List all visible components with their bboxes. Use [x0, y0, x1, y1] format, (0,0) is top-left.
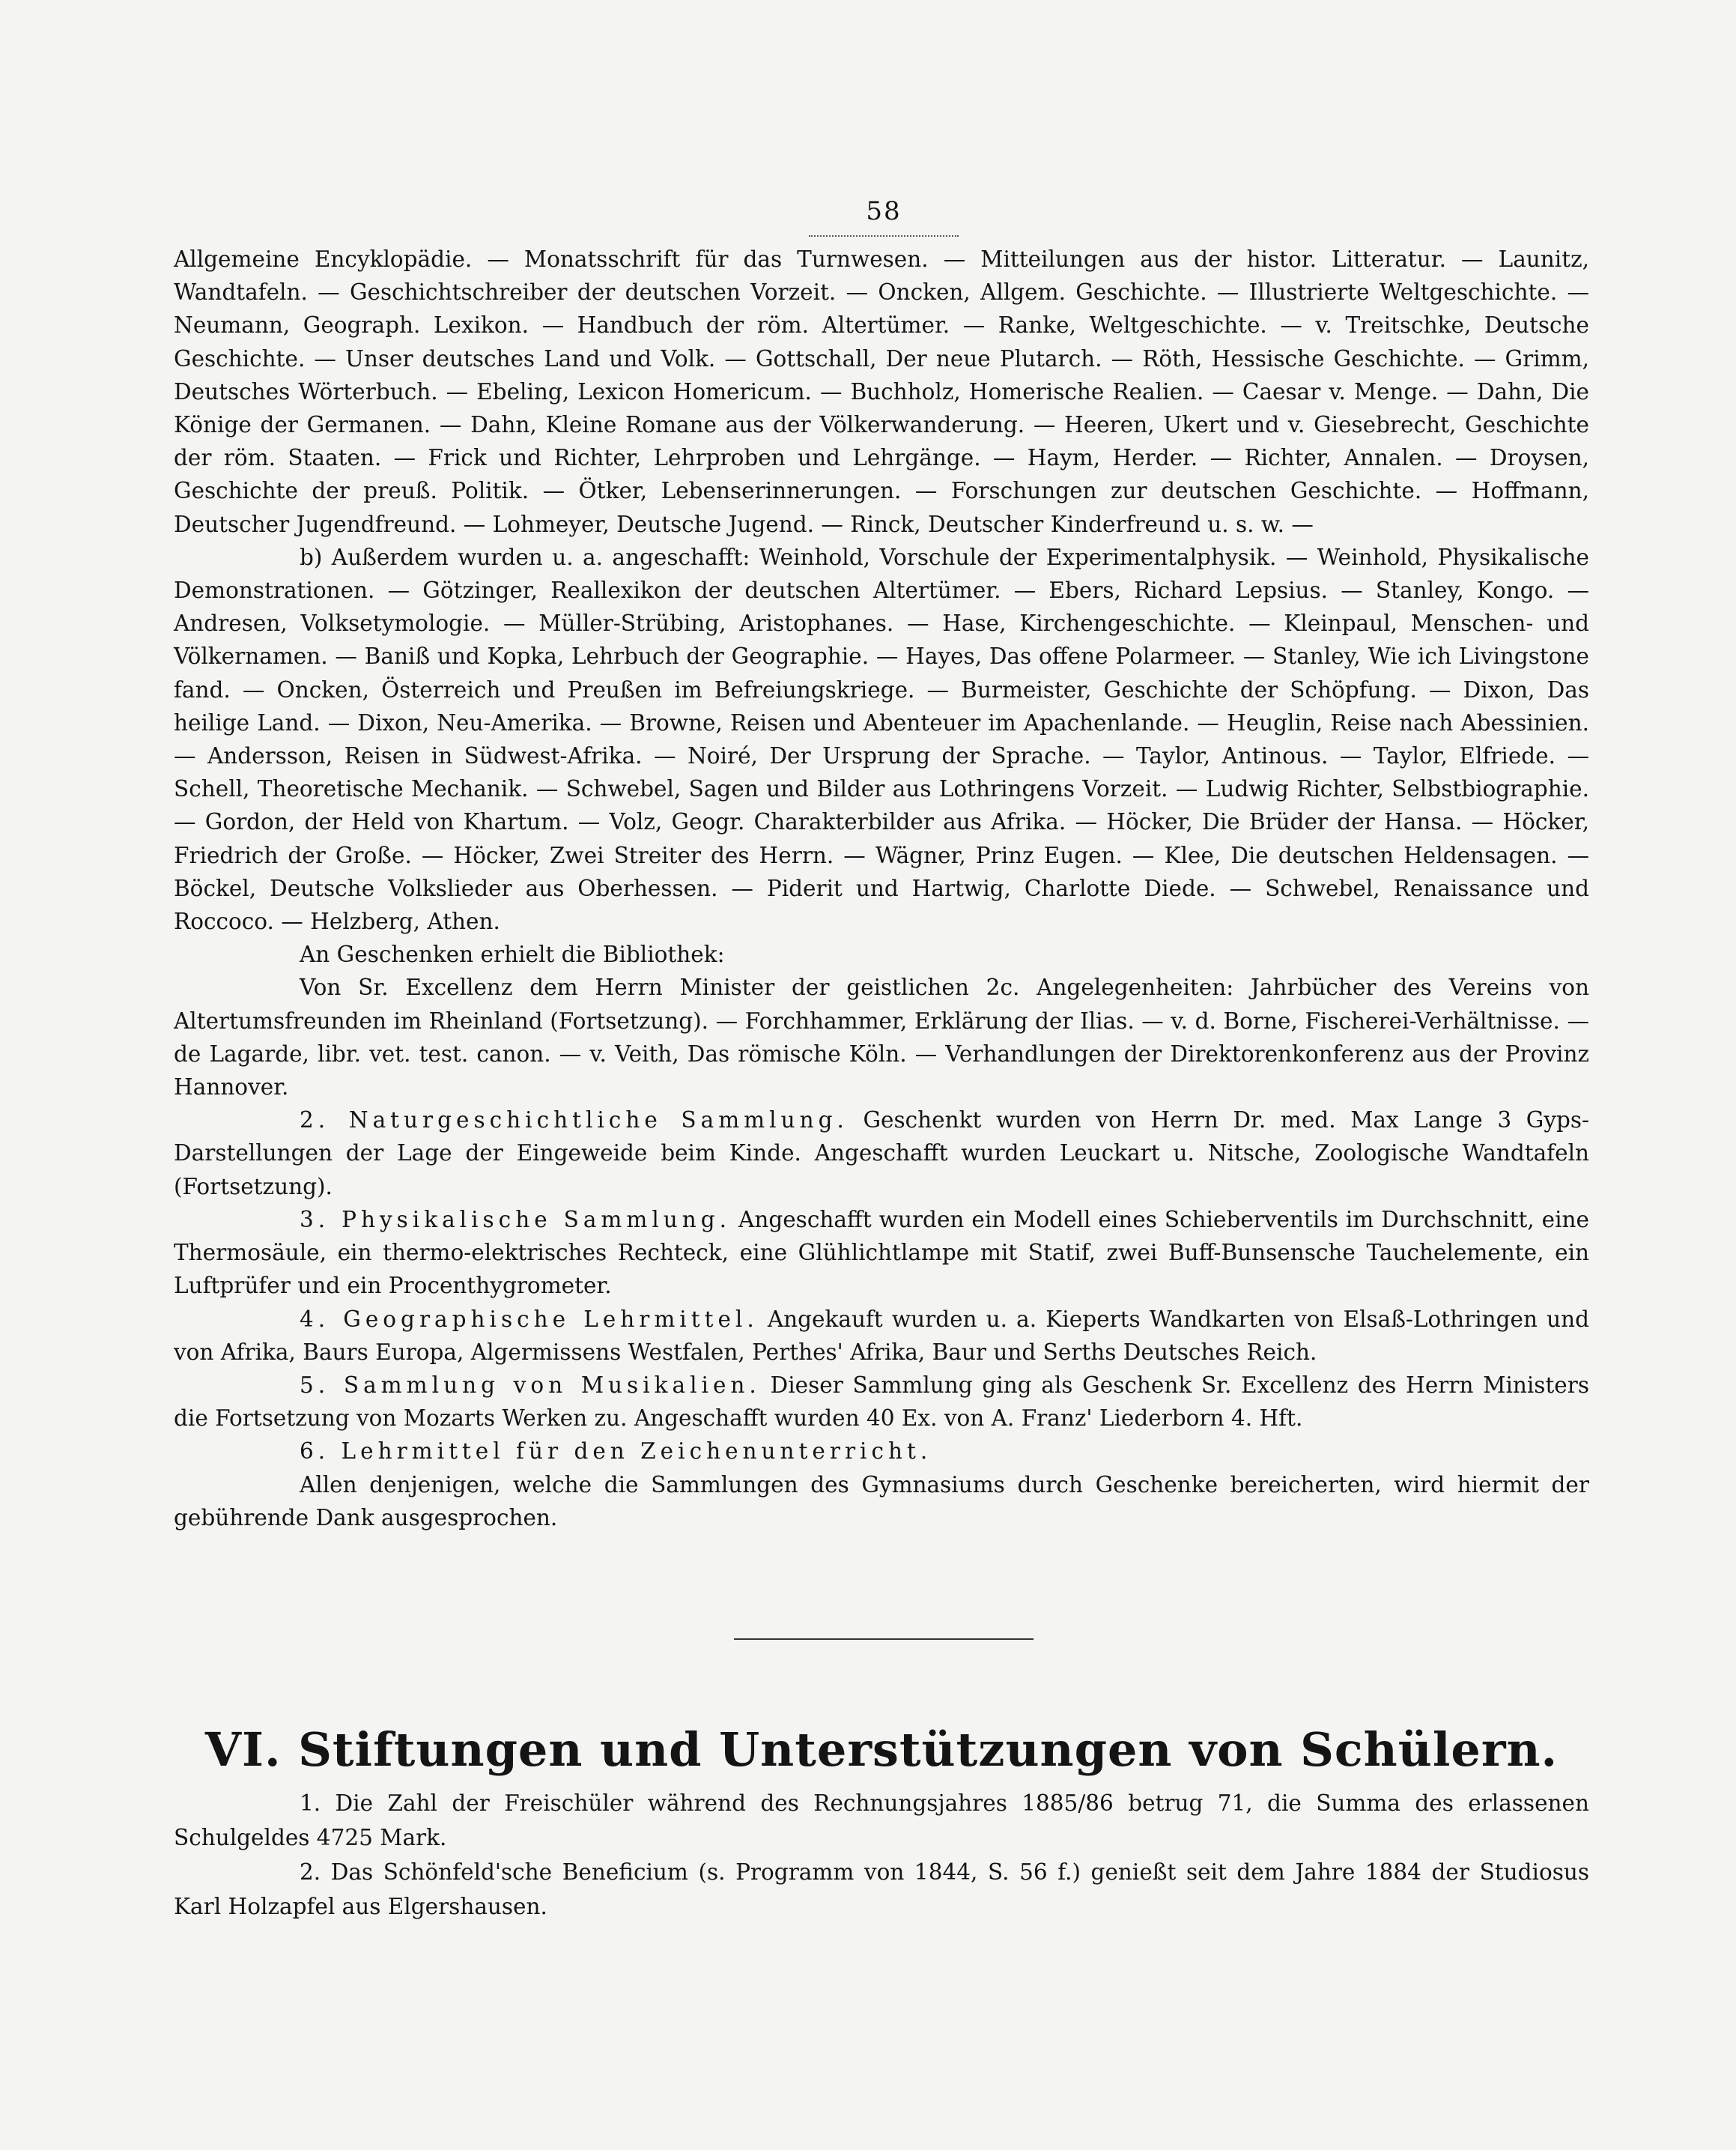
gifts-intro: An Geschenken erhielt die Bibliothek:: [300, 942, 725, 968]
stiftung-item: 1. Die Zahl der Freischüler während des Rechnungsjahres 1885/86 betrug 71, die Summa des erlassenen Schulgeldes 4725 Mark.: [174, 1790, 1589, 1850]
stiftung-item: 2. Das Schönfeld'sche Beneficium (s. Programm von 1844, S. 56 f.) genießt seit dem Jahre 1884 der Studiosus Karl Holzapfel aus Elgershausen.: [174, 1859, 1589, 1919]
collection-title: 3. Physikalische Sammlung.: [300, 1206, 732, 1232]
collection-text: Geschenkt wurden von Herrn Dr. med. Max Lange 3 Gyps-Darstellungen der Lage der Eingeweide beim Kinde. Angeschafft wurden Leuckart u. Nitsche, Zoologische Wandtafeln (Fortsetzung).: [174, 1107, 1590, 1199]
collection-drawing: [174, 1435, 1589, 1468]
collection-title: 2. Naturgeschichtliche Sammlung.: [300, 1107, 849, 1133]
collection-geography: [174, 1303, 1589, 1369]
stiftungen-text: [174, 1786, 1589, 1924]
collection-text: Angekauft wurden u. a. Kieperts Wandkarten von Elsaß-Lothringen und von Afrika, Baurs Europa, Algermissens Westfalen, Perthes' Afrika, Baur und Serths Deutsches Reich.: [174, 1306, 1590, 1365]
collection-natural-history: [174, 1103, 1589, 1203]
collection-text: Angeschafft wurden ein Modell eines Schieberventils im Durchschnitt, eine Thermosäule, ein thermo-elektrisches Rechteck, eine Glühlichtlampe mit Statif, zwei Buff-Bunsensche Tauchelemente, ein Luftprüfer und ein Procenthygrometer.: [174, 1206, 1589, 1299]
collection-title: 6. Lehrmittel für den Zeichenunterricht.: [300, 1438, 932, 1465]
collection-physics: [174, 1203, 1589, 1303]
acquisitions-paragraph: b) Außerdem wurden u. a. angeschafft: Weinhold, Vorschule der Experimentalphysik. — Weinhold, Physikalische Demonstrationen. — Götzinger, Reallexikon der deutschen Altertümer. — Ebers, Richard Lepsius. — Stanley, Kongo. — Andresen, Volksetymologie. — Müller-Strübing, Aristophanes. — Hase, Kirchengeschichte. — Kleinpaul, Menschen- und Völkernamen. — Baniß und Kopka, Lehrbuch der Geographie. — Hayes, Das offene Polarmeer. — Stanley, Wie ich Livingstone fand. — Oncken, Österreich und Preußen im Befreiungskriege. — Burmeister, Geschichte der Schöpfung. — Dixon, Das heilige Land. — Dixon, Neu-Amerika. — Browne, Reisen und Abenteuer im Apachenlande. — Heuglin, Reise nach Abessinien. — Andersson, Reisen in Südwest-Afrika. — Noiré, Der Ursprung der Sprache. — Taylor, Antinous. — Taylor, Elfriede. — Schell, Theoretische Mechanik. — Schwebel, Sagen und Bilder aus Lothringens Vorzeit. — Ludwig Richter, Selbstbiographie. — Gordon, der Held von Khartum. — Volz, Geogr. Charakterbilder aus Afrika. — Höcker, Die Brüder der Hansa. — Höcker, Friedrich der Große. — Höcker, Zwei Streiter des Herrn. — Wägner, Prinz Eugen. — Klee, Die deutschen Heldensagen. — Böckel, Deutsche Volkslieder aus Oberhessen. — Piderit und Hartwig, Charlotte Diede. — Schwebel, Renaissance und Roccoco. — Helzberg, Athen.: [174, 544, 1589, 935]
collection-title: 5. Sammlung von Musikalien.: [300, 1372, 761, 1398]
section-divider: [734, 1638, 1034, 1640]
page-number-rule: [809, 235, 959, 237]
section-heading: VI. Stiftungen und Unterstützungen von Schülern.: [204, 1722, 1559, 1777]
page-number: 58: [866, 196, 902, 226]
collection-music: [174, 1369, 1589, 1435]
collection-text: Dieser Sammlung ging als Geschenk Sr. Excellenz des Herrn Ministers die Fortsetzung von Mozarts Werken zu. Angeschafft wurden 40 Ex. von A. Franz' Liederborn 4. Hft.: [174, 1372, 1590, 1432]
gifts-paragraph: Von Sr. Excellenz dem Herrn Minister der geistlichen 2c. Angelegenheiten: Jahrbücher des Vereins von Altertumsfreunden im Rheinland (Fortsetzung). — Forchhammer, Erklärung der Ilias. — v. d. Borne, Fischerei-Verhältnisse. — de Lagarde, libr. vet. test. canon. — v. Veith, Das römische Köln. — Verhandlungen der Direktorenkonferenz aus der Provinz Hannover.: [174, 975, 1589, 1100]
thanks-paragraph: Allen denjenigen, welche die Sammlungen des Gymnasiums durch Geschenke bereicherten, wird hiermit der gebührende Dank ausgesprochen.: [174, 1471, 1589, 1530]
book-list-paragraph: Allgemeine Encyklopädie. — Monatsschrift für das Turnwesen. — Mitteilungen aus der histor. Litteratur. — Launitz, Wandtafeln. — Geschichtschreiber der deutschen Vorzeit. — Oncken, Allgem. Geschichte. — Illustrierte Weltgeschichte. — Neumann, Geograph. Lexikon. — Handbuch der röm. Altertümer. — Ranke, Weltgeschichte. — v. Treitschke, Deutsche Geschichte. — Unser deutsches Land und Volk. — Gottschall, Der neue Plutarch. — Röth, Hessische Geschichte. — Grimm, Deutsches Wörterbuch. — Ebeling, Lexicon Homericum. — Buchholz, Homerische Realien. — Caesar v. Menge. — Dahn, Die Könige der Germanen. — Dahn, Kleine Romane aus der Völkerwanderung. — Heeren, Ukert und v. Giesebrecht, Geschichte der röm. Staaten. — Frick und Richter, Lehrproben und Lehrgänge. — Haym, Herder. — Richter, Annalen. — Droysen, Geschichte der preuß. Politik. — Ötker, Lebenserinnerungen. — Forschungen zur deutschen Geschichte. — Hoffmann, Deutscher Jugendfreund. — Lohmeyer, Deutsche Jugend. — Rinck, Deutscher Kinderfreund u. s. w. —: [174, 246, 1589, 537]
library-text: [174, 243, 1589, 1534]
collection-title: 4. Geographische Lehrmittel.: [300, 1306, 759, 1332]
